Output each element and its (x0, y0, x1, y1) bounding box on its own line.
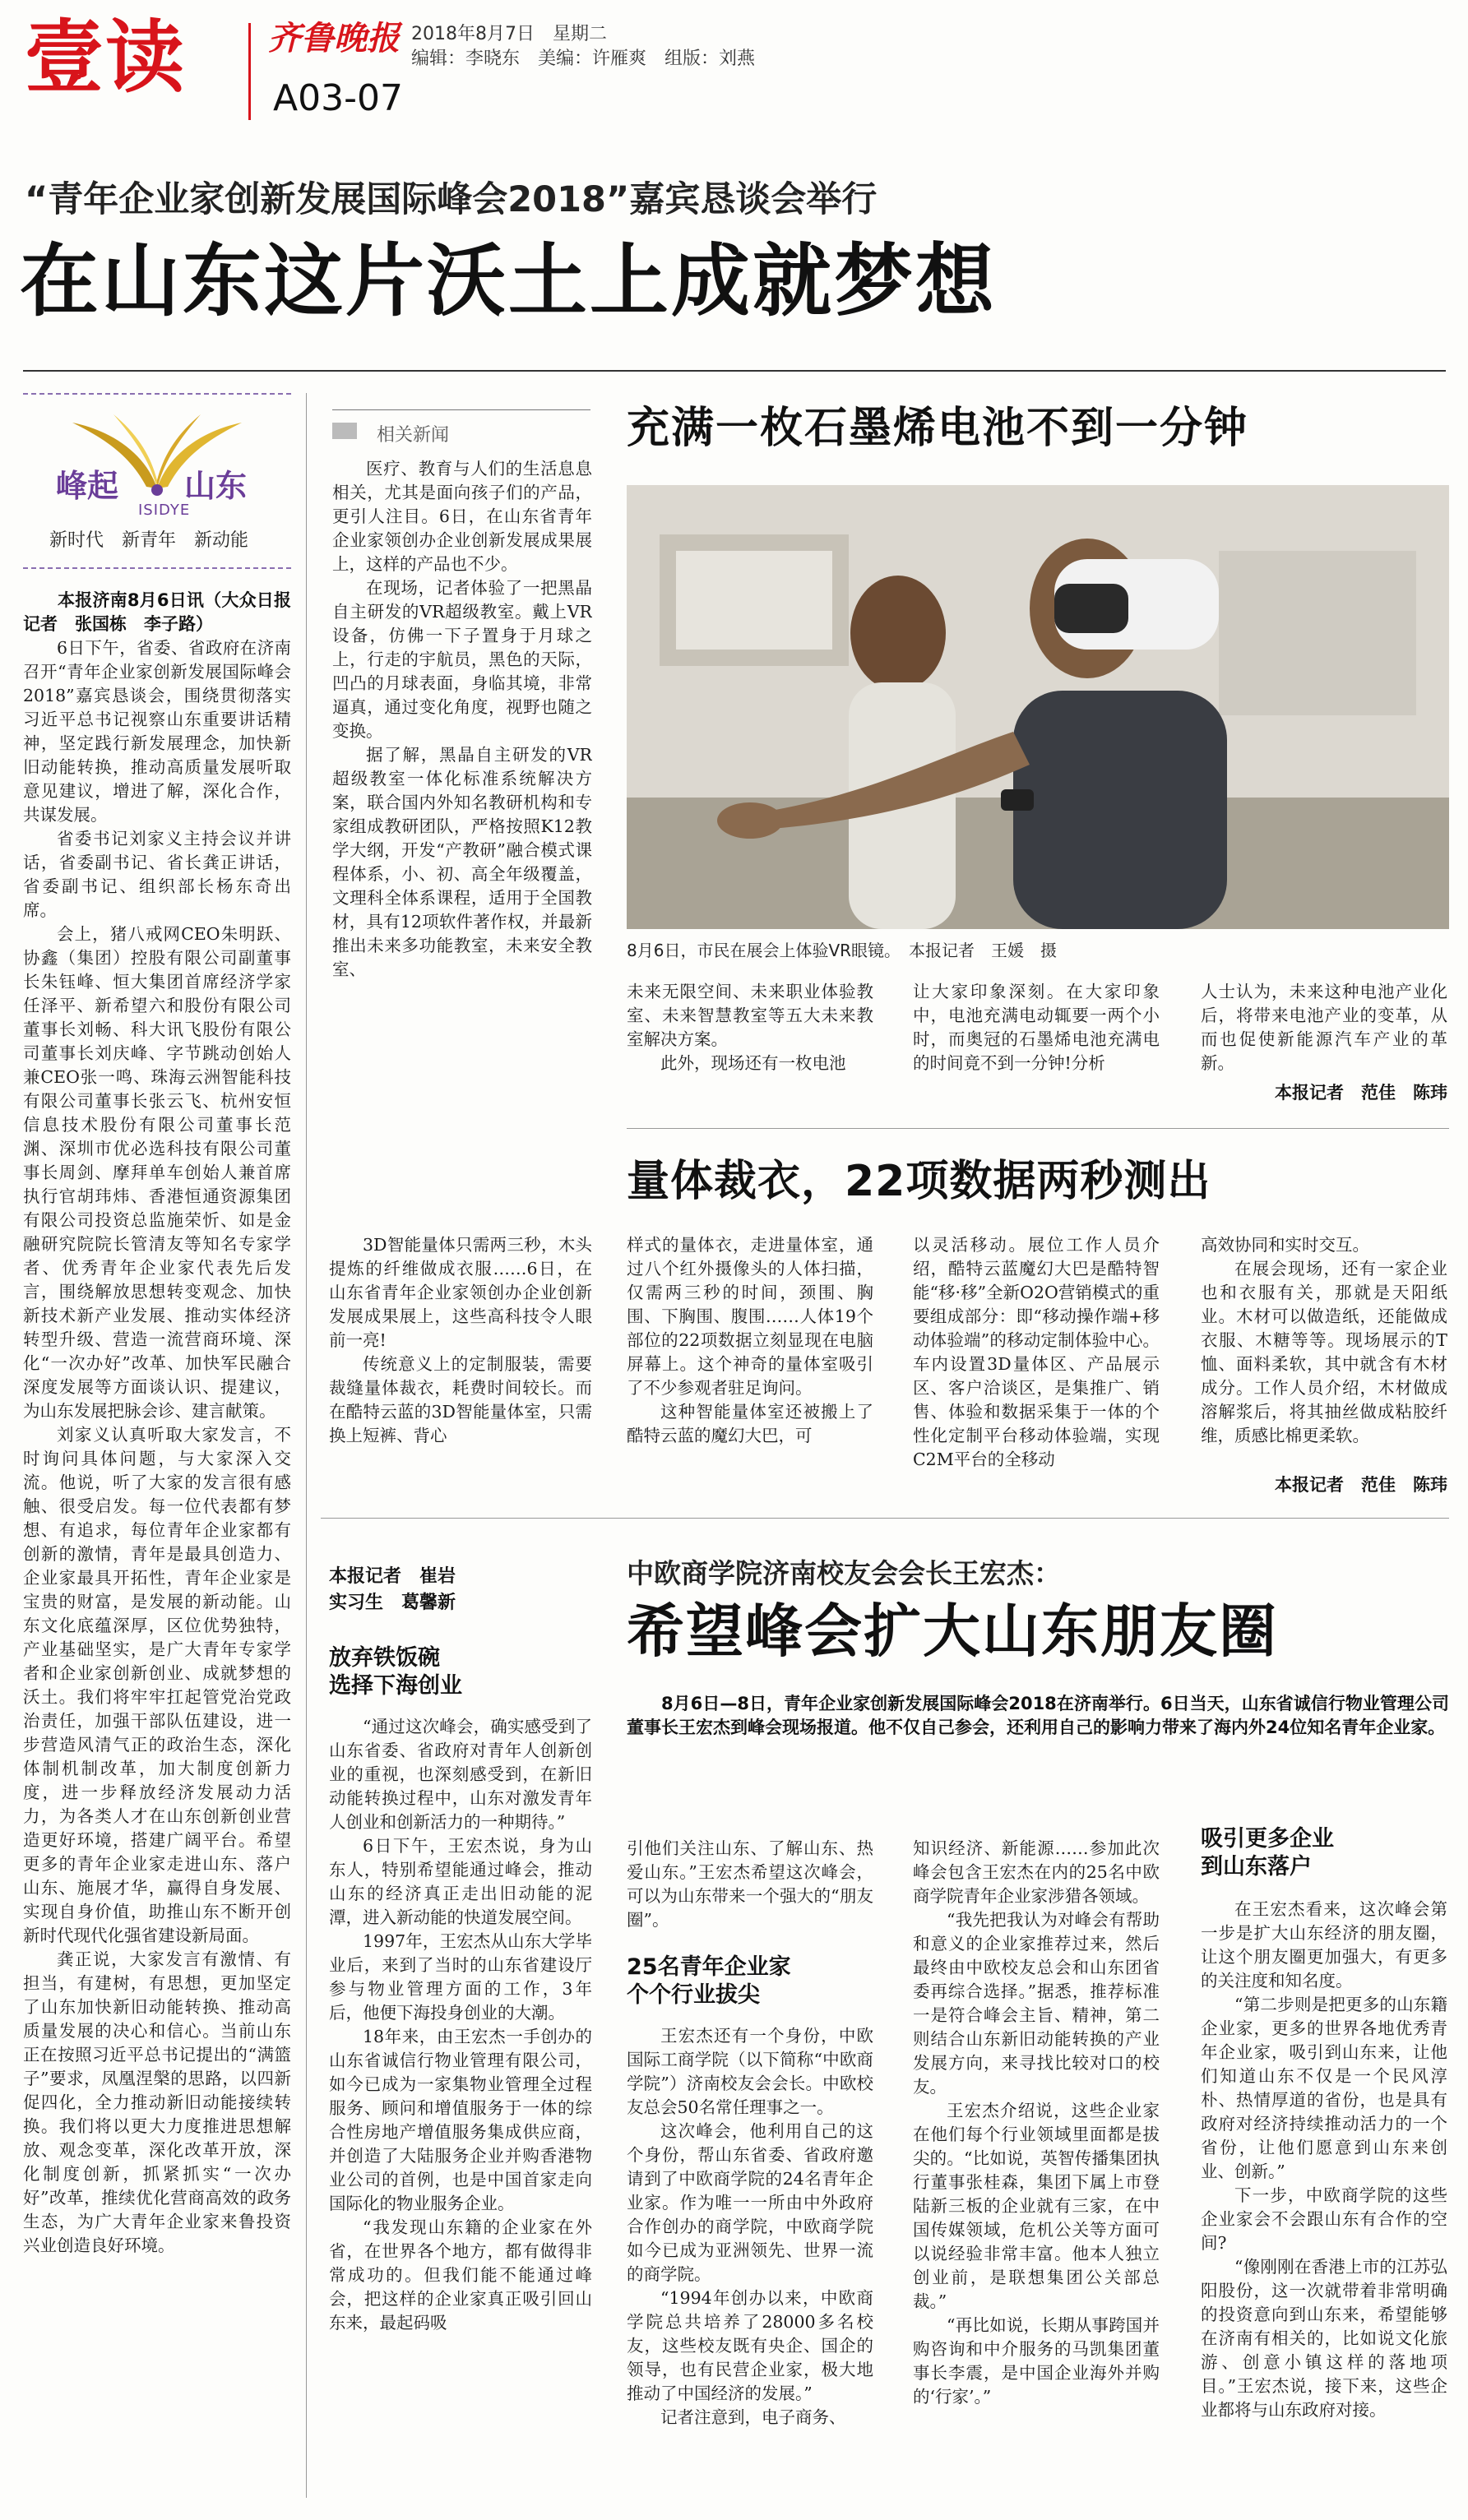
wang-col-4: 吸引更多企业 到山东落户 在王宏杰看来，这次峰会第一步是扩大山东经济的朋友圈，让这个朋友圈更加强大，有更多的关注度和知名度。 “第二步则是把更多的山东籍企业家，更多的世界各地优秀青年企业家，吸引到山东来，让他们知道山东不仅是一个民风淳朴、热情厚道的省份，也是具有政府对经济持续推动活力的一个省份，让他们愿意到山东来创业、创新。” 下一步，中欧商学院的这些企业家会不会跟山东有合作的空间? “像刚刚在香港上市的江苏弘阳股份，这一次就带着非常明确的投资意向到山东来，希望能够在济南有相关的，比如说文化旅游、创意小镇这样的落地项目。”王宏杰说，接下来，这些企业都将与山东政府对接。 (1201, 1826, 1447, 2420)
headline-kicker: “青年企业家创新发展国际峰会2018”嘉宾恳谈会举行 (25, 179, 878, 220)
vr-col-2: 让大家印象深刻。在大家印象中，电池充满电动辄要一两个小时，而奥冠的石墨烯电池充满电的时间竟不到一分钟!分析 (913, 982, 1160, 1073)
wang-kicker: 中欧商学院济南校友会会长王宏杰： (627, 1557, 1061, 1589)
headline-rule (23, 370, 1446, 372)
vr-rule (627, 1128, 1449, 1129)
vr-photo-illustration (627, 485, 1449, 929)
related-label-bar (332, 423, 357, 439)
wang-subhead-1: 放弃铁饭碗 选择下海创业 (329, 1645, 462, 1699)
vr-photo (627, 485, 1449, 929)
logo-text-right: 山东 (184, 468, 248, 504)
wang-col-1: 放弃铁饭碗 选择下海创业 “通过这次峰会，确实感受到了山东省委、省政府对青年人创新创业的重视，也深刻感受到，在新旧动能转换过程中，山东对激发青年人创业和创新活力的一种期待。” 6日下午，王宏杰说，身为山东人，特别希望能通过峰会，推动山东的经济真正走出旧动能的泥潭，进入新动能的快道发展空间。 1997年，王宏杰从山东大学毕业后，来到了当时的山东省建设厅参与物业管理方面的工作，3年后，他便下海投身创业的大潮。 18年来，由王宏杰一手创办的山东省诚信行物业管理有限公司，如今已成为一家集物业管理全过程服务、顾问和增值服务于一体的综合性房地产增值服务集成供应商，并创造了大陆服务企业并购香港物业公司的首例，也是中国首家走向国际化的物业服务企业。 “我发现山东籍的企业家在外省，在世界各个地方，都有做得非常成功的。但我们能不能通过峰会，把这样的企业家真正吸引回山东来，最起码吸 (329, 1645, 592, 2333)
related-paragraph: 医疗、教育与人们的生活息息相关，尤其是面向孩子们的产品，更引人注目。6日，在山东省青年企业家领创办企业创新发展成果展上，这样的产品也不少。 (332, 459, 592, 574)
date-line: 2018年8月7日 星期二 (411, 24, 607, 44)
related-paragraph: 据了解，黑晶自主研发的VR超级教室一体化标准系统解决方案，联合国内外知名教研机构和专家组成教研团队，严格按照K12教学大纲，开发“产教研”融合模式课程体系，小、初、高全年级覆盖，文理科全体系课程，适用于全国教材，具有12项软件著作权，并最新推出未来多功能教室，未来安全教室、 (332, 745, 592, 979)
related-body (332, 457, 592, 1115)
fit-col-4: 高效协同和实时交互。 在展会现场，还有一家企业也和衣服有关，那就是天阳纸业。木材可以做造纸，还能做成衣服、木糖等等。现场展示的T恤、面料柔软，其中就含有木材成分。工作人员介绍，木材做成溶解浆后，将其抽丝做成粘胶纤维，质感比棉更柔软。 (1201, 1235, 1447, 1445)
main-body (23, 636, 291, 2258)
story-vr-title: 充满一枚石墨烯电池不到一分钟 (627, 404, 1249, 453)
wang-col-2: 引他们关注山东、了解山东、热爱山东。”王宏杰希望这次峰会，可以为山东带来一个强大的“朋友圈”。 25名青年企业家 个个行业拔尖 王宏杰还有一个身份，中欧国际工商学院（以下简称“中欧商学院”）济南校友会会长。中欧校友总会50名常任理事之一。 这次峰会，他利用自己的这个身份，帮山东省委、省政府邀请到了中欧商学院的24名青年企业家。作为唯一一所由中外政府合作创办的商学院，中欧商学院如今已成为亚洲领先、世界一流的商学院。 “1994年创办以来，中欧商学院总共培养了28000多名校友，这些校友既有央企、国企的领导，也有民营企业家，极大地推动了中国经济的发展。” 记者注意到，电子商务、 (627, 1838, 873, 2427)
fit-col-3: 以灵活移动。展位工作人员介绍，酷特云蓝魔幻大巴是酷特智能“移·移”全新O2O营销模式的重要组成部分：即“移动操作端+移动体验端”的移动定制体验中心。车内设置3D量体区、产品展示区、客户洽谈区，是集推广、销售、体验和数据采集于一体的个性化定制平台移动体验端，实现C2M平台的全移动 (913, 1235, 1160, 1469)
wang-subhead-2: 25名青年企业家 个个行业拔尖 (627, 1954, 791, 2008)
column-divider (306, 393, 307, 2498)
main-story (23, 589, 291, 2513)
fit-col-2: 样式的量体衣，走进量体室，通过八个红外摄像头的人体扫描，仅需两三秒的时间，颈围、胸围、下胸围、腹围……人体19个部位的22项数据立刻显现在电脑屏幕上。这个神奇的量体室吸引了不少参观者驻足询问。 这种智能量体室还被搬上了酷特云蓝的魔幻大巴，可 (627, 1235, 873, 1445)
fit-rule (321, 1518, 1449, 1519)
paper-logo: 齐鲁晚报 (268, 19, 400, 58)
related-paragraph: 在现场，记者体验了一把黑晶自主研发的VR超级教室。戴上VR设备，仿佛一下子置身于月球之上，行走的宇航员，黑色的天际，凹凸的月球表面，身临其境，非常逼真，通过变化角度，视野也随之变换。 (332, 578, 592, 741)
wang-lead: 8月6日—8日，青年企业家创新发展国际峰会2018在济南举行。6日当天，山东省诚信行物业管理公司董事长王宏杰到峰会现场报道。他不仅自己参会，还利用自己的影响力带来了海内外24位知名青年企业家。 (627, 1694, 1449, 1737)
page-code: A03-07 (273, 77, 403, 119)
headline-main: 在山东这片沃土上成就梦想 (20, 235, 997, 327)
main-dateline: 本报济南8月6日讯（大众日报记者 张国栋 李子路） (23, 590, 291, 634)
related-label: 相关新闻 (372, 421, 454, 446)
vr-byline: 本报记者 范佳 陈玮 (1275, 1083, 1447, 1103)
related-label-rule (332, 409, 590, 410)
vr-col-1: 未来无限空间、未来职业体验教室、未来智慧教室等五大未来教室解决方案。 此外，现场还有一枚电池 (627, 982, 873, 1073)
wang-col-3: 知识经济、新能源……参加此次峰会包含王宏杰在内的25名中欧商学院青年企业家涉猎各领域。 “我先把我认为对峰会有帮助和意义的企业家推荐过来，然后最终由中欧校友总会和山东团省委再综合选择。”据悉，推荐标准一是符合峰会主旨、精神，第二则结合山东新旧动能转换的产业发展方向，来寻找比较对口的校友。 王宏杰介绍说，这些企业家在他们每个行业领域里面都是拔尖的。“比如说，英智传播集团执行董事张桂森，集团下属上市登陆新三板的企业就有三家，在中国传媒领域，危机公关等方面可以说经验非常丰富。他本人独立创业前，是联想集团公关部总裁。” “再比如说，长期从事跨国并购咨询和中介服务的马凯集团董事长李震，是中国企业海外并购的‘行家’。” (913, 1838, 1160, 2407)
main-paragraph: 会上，猪八戒网CEO朱明跃、协鑫（集团）控股有限公司副董事长朱钰峰、恒大集团首席经济学家任泽平、新希望六和股份有限公司董事长刘畅、科大讯飞股份有限公司董事长刘庆峰、字节跳动创始人兼CEO张一鸣、珠海云洲智能科技有限公司董事长张云飞、杭州安恒信息技术股份有限公司董事长范渊、深圳市优必选科技有限公司董事长周剑、摩拜单车创始人兼首席执行官胡玮炜、香港恒通资源集团有限公司投资总监施荣忻、如是金融研究院院长管清友等知名专家学者、优秀青年企业家代表先后发言，围绕解放思想转变观念、加快新技术新产业发展、推动实体经济转型升级、营造一流营商环境、深化“一次办好”改革、加快军民融合深度发展等方面谈认识、提建议，为山东发展把脉会诊、建言献策。 (23, 924, 291, 1421)
masthead-divider (248, 23, 251, 120)
section-title: 壹读 (25, 12, 186, 104)
related-news (321, 393, 592, 1117)
wang-reporters: 本报记者 崔岩 (329, 1566, 456, 1587)
vr-photo-caption: 8月6日，市民在展会上体验VR眼镜。 本报记者 王媛 摄 (627, 941, 1058, 960)
wang-title: 希望峰会扩大山东朋友圈 (627, 1598, 1278, 1665)
masthead (0, 0, 1468, 140)
vr-col-3: 人士认为，未来这种电池产业化后，将带来电池产业的变革，从而也促使新能源汽车产业的革新。 (1201, 982, 1447, 1073)
wang-intern: 实习生 葛馨新 (329, 1593, 456, 1613)
story-fit-title: 量体裁衣，22项数据两秒测出 (627, 1157, 1211, 1206)
wang-subhead-3: 吸引更多企业 到山东落户 (1201, 1826, 1334, 1880)
fit-col-1: 3D智能量体只需两三秒，木头提炼的纤维做成衣服……6日，在山东省青年企业家领创办企业创新发展成果展上，这些高科技令人眼前一亮! 传统意义上的定制服装，需要裁缝量体裁衣，耗费时间较长。而在酷特云蓝的3D智能量体室，只需换上短裤、背心 (329, 1235, 592, 1445)
fit-byline: 本报记者 范佳 陈玮 (1275, 1475, 1447, 1495)
logo-brand: ISIDYE (138, 502, 191, 519)
main-paragraph: 刘家义认真听取大家发言，不时询问具体问题，与大家深入交流。他说，听了大家的发言很有感触、很受启发。每一位代表都有梦想、有追求，每位青年企业家都有创新的激情，青年是最具创造力、企业家最具开拓性，青年企业家是宝贵的财富，是发展的新动能。山东文化底蕴深厚，区位优势独特，产业基础坚实，是广大青年专家学者和企业家创新创业、成就梦想的沃土。我们将牢牢扛起管党治党政治责任，加强干部队伍建设，进一步营造风清气正的政治生态，深化体制机制改革，加大制度创新力度，进一步释放经济发展动力活力，为各类人才在山东创新创业营造更好环境，搭建广阔平台。希望更多的青年企业家走进山东、落户山东、施展才华，赢得自身发展、实现自身价值，助推山东不断开创新时代现代化强省建设新局面。 (23, 1425, 291, 1945)
logo-text-left: 峰起 (56, 468, 119, 504)
logo-bottom-border (23, 567, 291, 569)
main-paragraph: 龚正说，大家发言有激情、有担当，有建树，有思想，更加坚定了山东加快新旧动能转换、推动高质量发展的决心和信心。当前山东正在按照习近平总书记提出的“满篮子”要求，凤凰涅槃的思路，以四新促四化，全力推动新旧动能接续转换。我们将以更大力度推进思想解放、观念变革，深化改革开放，深化制度创新，抓紧抓实“一次办好”改革，推续优化营商高效的政务生态，为广大青年企业家来鲁投资兴业创造良好环境。 (23, 1949, 291, 2255)
main-paragraph: 省委书记刘家义主持会议并讲话，省委副书记、省长龚正讲话，省委副书记、组织部长杨东奇出席。 (23, 829, 291, 920)
main-paragraph: 6日下午，省委、省政府在济南召开“青年企业家创新发展国际峰会2018”嘉宾恳谈会，围绕贯彻落实习近平总书记视察山东重要讲话精神，坚定践行新发展理念，加快新旧动能转换，推动高质量发展听取意见建议，增进了解，深化合作，共谋发展。 (23, 638, 291, 825)
editors-line: 编辑：李晓东 美编：许雁爽 组版：刘燕 (411, 49, 756, 69)
logo-tagline: 新时代 新青年 新动能 (49, 530, 249, 551)
summit-logo (23, 393, 291, 577)
